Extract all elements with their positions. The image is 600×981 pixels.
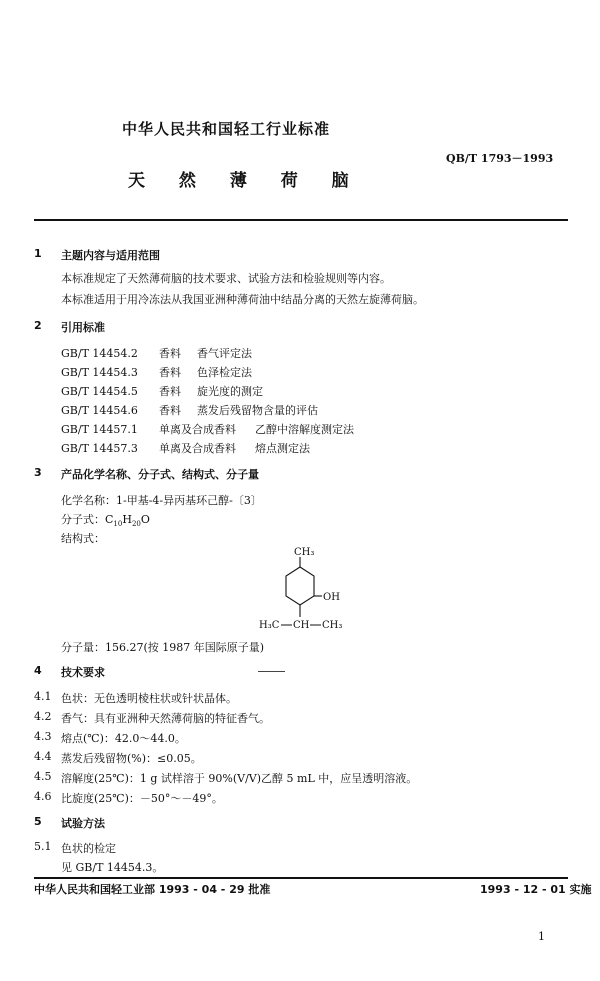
- methyl-group-top: CH₃: [294, 547, 315, 558]
- section-2-title: 引用标准: [61, 321, 105, 334]
- reference-name: 色泽检定法: [197, 366, 252, 379]
- reference-name: 乙醇中溶解度测定法: [255, 423, 354, 436]
- section-2-number: 2: [34, 319, 42, 332]
- reference-row: [61, 440, 310, 456]
- requirement-number: 4.5: [34, 770, 52, 783]
- requirement-text: 溶解度(25℃)：1 g 试样溶于 90%(V/V)乙醇 5 mL 中，应呈透明溶液。: [61, 772, 418, 785]
- section-5-title: 试验方法: [61, 817, 105, 830]
- header-divider: [34, 219, 568, 221]
- footer-divider: [34, 877, 568, 879]
- reference-code: GB/T 14454.3: [61, 366, 138, 379]
- methyl-group-left: H₃C: [259, 620, 280, 631]
- section-1-paragraph-1: 本标准规定了天然薄荷脑的技术要求、试验方法和检验规则等内容。: [61, 272, 391, 285]
- standard-code: QB/T 1793－1993: [446, 152, 554, 165]
- reference-category: 单离及合成香料: [159, 423, 236, 436]
- approval-line: 中华人民共和国轻工业部 1993 - 04 - 29 批准: [34, 883, 271, 896]
- molecular-weight: 分子量：156.27(按 1987 年国际原子量): [61, 641, 265, 654]
- reference-code: GB/T 14457.1: [61, 423, 138, 436]
- reference-name: 香气评定法: [197, 347, 252, 360]
- reference-category: 香料: [159, 385, 181, 398]
- methine-group: CH: [293, 620, 310, 631]
- reference-row: [61, 383, 263, 399]
- requirement-text: 香气：具有亚洲种天然薄荷脑的特征香气。: [61, 712, 270, 725]
- reference-row: [61, 364, 252, 380]
- reference-row: [61, 345, 252, 361]
- formula-element: O: [140, 513, 150, 526]
- molecular-formula: [61, 511, 150, 528]
- chemical-name: 化学名称：1-甲基-4-异丙基环己醇-〔3〕: [61, 494, 262, 507]
- section-4-number: 4: [34, 664, 42, 677]
- reference-code: GB/T 14454.6: [61, 404, 138, 417]
- formula-subscript: 10: [113, 520, 123, 529]
- reference-name: 蒸发后残留物含量的评估: [197, 404, 318, 417]
- structure-label: 结构式：: [61, 532, 105, 545]
- requirement-number: 4.1: [34, 690, 52, 703]
- reference-code: GB/T 14454.2: [61, 347, 138, 360]
- requirement-text: 色状：无色透明棱柱状或针状晶体。: [61, 692, 237, 705]
- subsection-text: 见 GB/T 14454.3。: [61, 861, 164, 874]
- requirement-text: 比旋度(25℃)：－50°～－49°。: [61, 792, 223, 805]
- formula-element: H: [122, 513, 132, 526]
- page-number: 1: [538, 930, 545, 943]
- requirement-text: 蒸发后残留物(%)：≤0.05。: [61, 752, 202, 765]
- section-3-number: 3: [34, 466, 42, 479]
- reference-row: [61, 402, 318, 418]
- reference-name: 旋光度的测定: [197, 385, 263, 398]
- reference-category: 单离及合成香料: [159, 442, 236, 455]
- reference-row: [61, 421, 354, 437]
- section-4-title: 技术要求: [61, 666, 105, 679]
- section-1-paragraph-2: 本标准适用于用冷冻法从我国亚洲种薄荷油中结晶分离的天然左旋薄荷脑。: [61, 293, 424, 306]
- reference-category: 香料: [159, 366, 181, 379]
- hydroxyl-group: OH: [323, 592, 340, 603]
- formula-subscript: 20: [131, 520, 141, 529]
- subsection-title: 色状的检定: [61, 842, 116, 855]
- requirement-number: 4.3: [34, 730, 52, 743]
- requirement-number: 4.4: [34, 750, 52, 763]
- requirement-number: 4.2: [34, 710, 52, 723]
- section-3-title: 产品化学名称、分子式、结构式、分子量: [61, 468, 259, 481]
- reference-name: 熔点测定法: [255, 442, 310, 455]
- document-title: 天 然 薄 荷 脑: [128, 171, 363, 191]
- cyclohexane-ring: [286, 557, 322, 617]
- requirement-number: 4.6: [34, 790, 52, 803]
- requirement-text: 熔点(℃)：42.0～44.0。: [61, 732, 186, 745]
- reference-code: GB/T 14454.5: [61, 385, 138, 398]
- section-1-number: 1: [34, 247, 42, 260]
- effective-date: 1993 - 12 - 01 实施: [480, 883, 592, 896]
- structural-formula: [250, 545, 380, 635]
- subsection-number: 5.1: [34, 840, 52, 853]
- reference-code: GB/T 14457.3: [61, 442, 138, 455]
- reference-category: 香料: [159, 347, 181, 360]
- formula-element: C: [105, 513, 114, 526]
- dash-mark: [258, 671, 285, 672]
- reference-category: 香料: [159, 404, 181, 417]
- section-5-number: 5: [34, 815, 42, 828]
- formula-label: 分子式：: [61, 513, 105, 526]
- issuing-org-title: 中华人民共和国轻工行业标准: [122, 120, 331, 138]
- section-1-title: 主题内容与适用范围: [61, 249, 160, 262]
- methyl-group-right: CH₃: [322, 620, 343, 631]
